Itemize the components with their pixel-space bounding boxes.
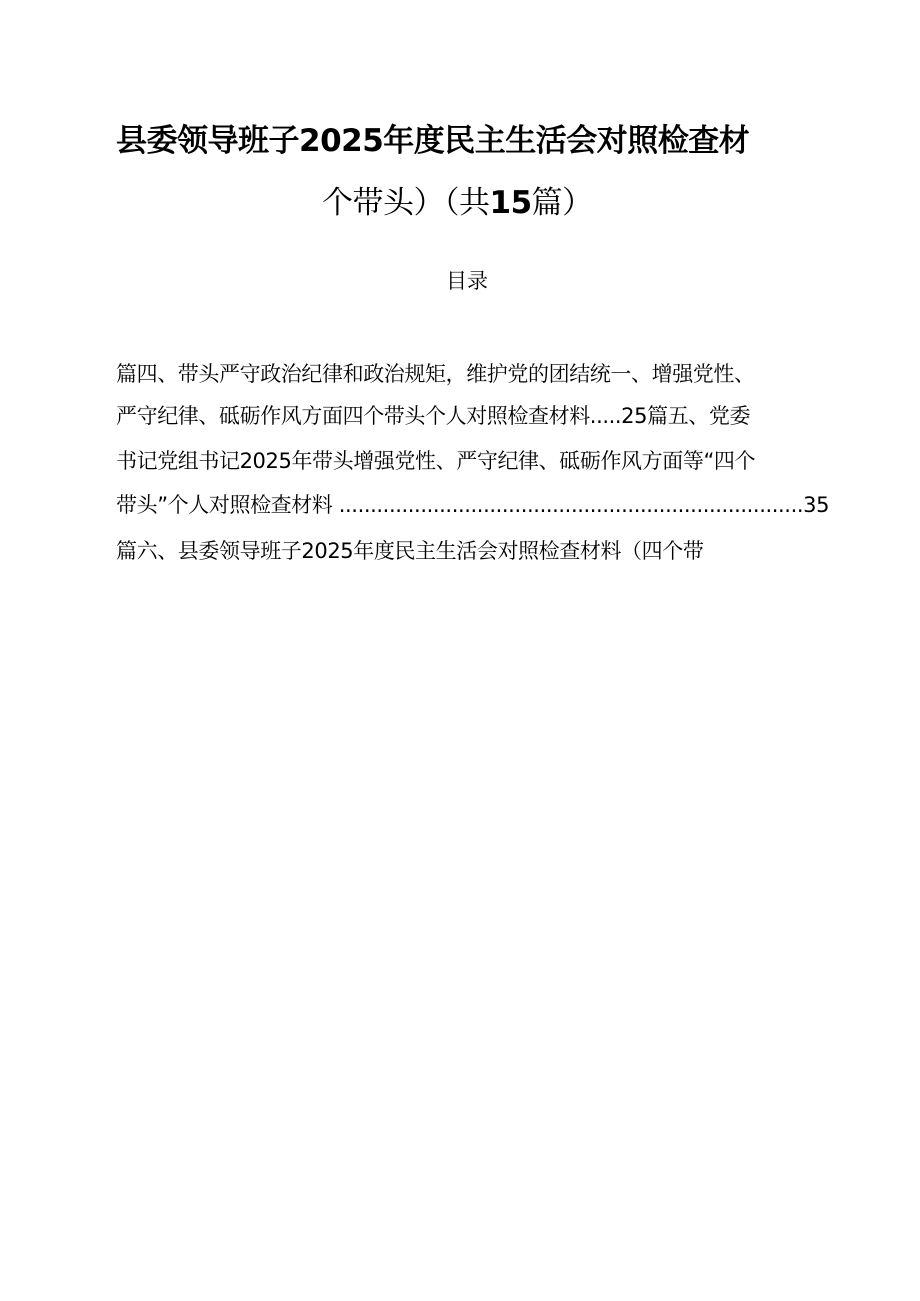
document-title-count: 15 bbox=[489, 185, 532, 221]
document-title-line-2 bbox=[322, 183, 593, 223]
toc-line[interactable]: 书记党组书记2025年带头增强党性、严守纪律、砥砺作风方面等“四个 bbox=[116, 449, 756, 473]
toc-heading: 目录 bbox=[446, 269, 488, 293]
document-title-line-1: 县委领导班子2025年度民主生活会对照检查材 bbox=[116, 123, 750, 159]
document-title-line-2-text-a: 个带头）（共 bbox=[322, 185, 490, 221]
toc-line[interactable]: 带头”个人对照检查材料 ..........................................................................35 bbox=[116, 493, 830, 517]
toc-line[interactable]: 篇四、带头严守政治纪律和政治规矩，维护党的团结统一、增强党性、 bbox=[116, 362, 755, 386]
toc-line[interactable]: 严守纪律、砥砺作风方面四个带头个人对照检查材料.....25篇五、党委 bbox=[116, 404, 751, 428]
toc-line[interactable]: 篇六、县委领导班子2025年度民主生活会对照检查材料（四个带 bbox=[116, 539, 704, 563]
document-title-line-2-text-b: 篇） bbox=[531, 185, 593, 221]
